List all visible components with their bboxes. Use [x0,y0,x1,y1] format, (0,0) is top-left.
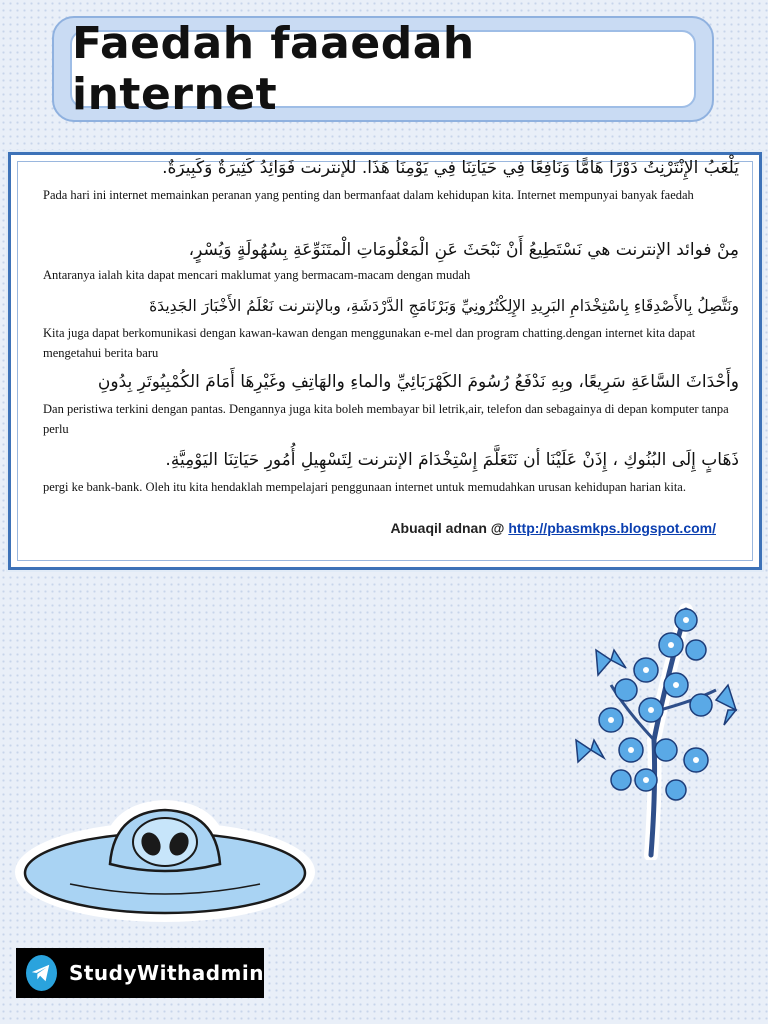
malay-text: pergi ke bank-bank. Oleh itu kita hendaklah mempelajari penggunaan internet untuk memudahkan urusan kehidupan harian kita. [43,480,686,494]
arabic-text: ذَهَابٍ إِلَى البُنُوكِ ، إِذَنْ عَلَيْنَا أن نَتَعَلَّمَ إِسْتِخْدَامَ الإنترنت لِتَسْهِيلِ أُمُورِ حَيَاتِنَا اليَوْمِيَّةِ. [165,450,739,470]
paragraph-2 [43,239,739,285]
arabic-text: ونَتَّصِلُ بِالأَصْدِقَاءِ بِاسْتِخْدَامِ البَرِيدِ الإِلِكْتُرُونِيِّ وَبَرْنَامَجِ الدَّرْدَشَةِ، وبالإنترنت نَعْلَمُ الأَخْبَارَ الجَدِيدَةَ [149,297,739,315]
arabic-text: يَلْعَبُ الإِنْتَرْنِتُ دَوْرًا هَامًّا وَنَافِعًا فِي حَيَاتِنَا فِي يَوْمِنَا هَذَا. للإنترنت فَوَائِدُ كَثِيرَةٌ وَكَبِيرَةٌ. [162,158,739,178]
credit-line [390,520,716,536]
page-title: Faedah faaedah internet [72,18,475,120]
credit-link[interactable]: http://pbasmkps.blogspot.com/ [508,520,716,536]
channel-badge[interactable] [16,948,264,998]
paragraph-5 [43,449,739,497]
badge-label: StudyWithadmin [68,961,264,985]
butterfly-left-icon [596,650,626,675]
ufo-sticker [10,780,320,930]
paragraph-4 [43,371,739,439]
malay-text: Antaranya ialah kita dapat mencari maklumat yang bermacam-macam dengan mudah [43,268,471,282]
paragraph-3 [43,295,739,363]
content-card [8,152,762,570]
telegram-icon [26,955,57,991]
paper-plane-icon [30,962,52,984]
butterfly-right-icon [716,685,736,725]
paragraph-1 [43,157,739,205]
title-banner [52,16,714,122]
malay-text: Dan peristiwa terkini dengan pantas. Dengannya juga kita boleh membayar bil letrik,air, telefon dan sebagainya di depan komputer tanpa perlu [43,402,729,436]
butterfly-bottom-icon [576,740,604,762]
arabic-text: وأَحْدَاثَ السَّاعَةِ سَرِيعًا، وبِهِ نَدْفَعُ رُسُومَ الكَهْرَبَائِيِّ والماءِ والهَاتِفِ وغَيْرِهَا أَمَامَ الكُمْبِيُوتَرِ بِدُونِ [97,372,739,392]
arabic-text: مِنْ فوائد الإنترنت هي نَسْتَطِيعُ أَنْ نَبْحَثَ عَنِ الْمَعْلُومَاتِ الْمتَنَوِّعَةِ بِسُهُولَةٍ وَيُسْرٍ، [188,240,739,260]
credit-author: Abuaqil adnan @ [390,520,505,536]
title-box [70,18,696,120]
malay-text: Pada hari ini internet memainkan peranan yang penting dan bermanfaat dalam kehidupan kita. Internet mempunyai banyak faedah [43,188,694,202]
flower-branch-sticker [556,590,756,860]
malay-text: Kita juga dapat berkomunikasi dengan kawan-kawan dengan menggunakan e-mel dan program chatting.dengan internet kita dapat mengetahui berita baru [43,326,696,360]
